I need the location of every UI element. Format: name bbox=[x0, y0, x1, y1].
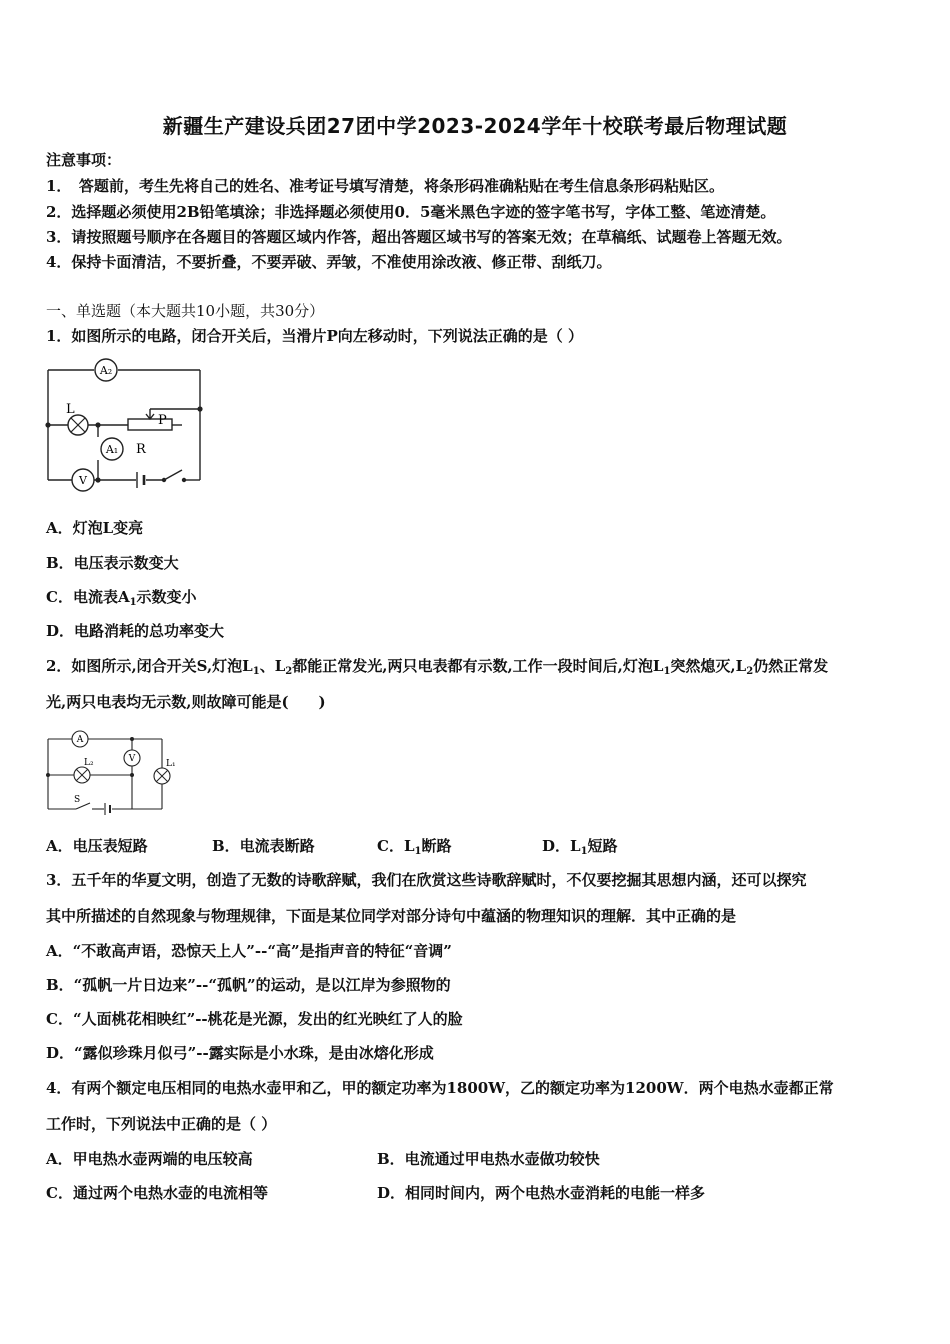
q3-stem-line1: 3．五千年的华夏文明，创造了无数的诗歌辞赋，我们在欣赏这些诗歌辞赋时，不仅要挖掘其思想内涵，还可以探究 bbox=[46, 871, 807, 889]
q3-option-c: C．“人面桃花相映红”--桃花是光源，发出的红光映红了人的脸 bbox=[46, 1010, 463, 1028]
q1-stem: 1．如图所示的电路，闭合开关后，当滑片P向左移动时，下列说法正确的是（ ） bbox=[46, 327, 583, 345]
q4-option-b: B．电流通过甲电热水壶做功较快 bbox=[377, 1150, 600, 1168]
q2-stem-line1: 2．如图所示,闭合开关S,灯泡$L_1$、$L_2$都能正常发光,两只电表都有示数,工作一段时间后,灯泡$L_1$突然熄灭$,L_2$仍然正常发 bbox=[46, 657, 829, 677]
notice-item-3: 3．请按照题号顺序在各题目的答题区域内作答，超出答题区域书写的答案无效；在草稿纸、试题卷上答题无效。 bbox=[46, 228, 792, 246]
q1-option-c: C．电流表$A_1$示数变小 bbox=[46, 588, 197, 608]
q2-s-label: S bbox=[74, 795, 81, 805]
q1-p-label: P bbox=[158, 413, 167, 428]
q3-option-a: A．“不敢高声语，恐惊天上人”--“高”是指声音的特征“音调” bbox=[46, 942, 452, 960]
q1-option-a: A．灯泡L变亮 bbox=[46, 519, 144, 537]
q1-a2-label: A₂ bbox=[99, 364, 113, 377]
q1-option-d: D．电路消耗的总功率变大 bbox=[46, 622, 225, 640]
q3-option-b: B．“孤帆一片日边来”--“孤帆”的运动，是以江岸为参照物的 bbox=[46, 976, 451, 994]
q2-option-a: A．电压表短路 bbox=[46, 837, 148, 855]
q2-circuit-diagram bbox=[42, 728, 182, 820]
q4-option-a: A．甲电热水壶两端的电压较高 bbox=[46, 1150, 253, 1168]
q2-l1-label: L₁ bbox=[166, 759, 176, 769]
q4-stem-line2: 工作时，下列说法中正确的是（ ） bbox=[46, 1115, 277, 1133]
q2-l2-label: L₂ bbox=[84, 758, 94, 768]
q2-option-c: C．$L_1$断路 bbox=[377, 837, 452, 857]
notice-item-2: 2．选择题必须使用2B铅笔填涂；非选择题必须使用0．5毫米黑色字迹的签字笔书写，字体工整、笔迹清楚。 bbox=[46, 203, 776, 221]
q4-option-c: C．通过两个电热水壶的电流相等 bbox=[46, 1184, 268, 1202]
q2-a-label: A bbox=[76, 735, 84, 745]
notice-item-1: 1． 答题前，考生先将自己的姓名、准考证号填写清楚，将条形码准确粘贴在考生信息条形码粘贴区。 bbox=[46, 177, 724, 195]
q4-stem-line1: 4．有两个额定电压相同的电热水壶甲和乙，甲的额定功率为1800W，乙的额定功率为1200W．两个电热水壶都正常 bbox=[46, 1079, 834, 1097]
q1-v-label: V bbox=[79, 474, 87, 487]
exam-title: 新疆生产建设兵团27团中学2023-2024学年十校联考最后物理试题 bbox=[162, 114, 788, 138]
q1-l-label: L bbox=[66, 402, 75, 417]
notice-item-4: 4．保持卡面清洁，不要折叠，不要弄破、弄皱，不准使用涂改液、修正带、刮纸刀。 bbox=[46, 253, 612, 271]
notice-heading: 注意事项： bbox=[46, 151, 122, 169]
q2-v-label: V bbox=[128, 754, 136, 764]
q3-stem-line2: 其中所描述的自然现象与物理规律，下面是某位同学对部分诗句中蕴涵的物理知识的理解．其中正确的是 bbox=[46, 907, 737, 925]
q4-option-d: D．相同时间内，两个电热水壶消耗的电能一样多 bbox=[377, 1184, 706, 1202]
q1-a1-label: A₁ bbox=[105, 443, 119, 456]
q1-circuit-diagram bbox=[42, 356, 212, 501]
q2-option-d: D．$L_1$短路 bbox=[542, 837, 618, 857]
q1-r-label: R bbox=[136, 442, 146, 457]
q1-option-b: B．电压表示数变大 bbox=[46, 554, 179, 572]
q2-stem-line2: 光,两只电表均无示数,则故障可能是( ) bbox=[46, 693, 326, 711]
q3-option-d: D．“露似珍珠月似弓”--露实际是小水珠，是由冰熔化形成 bbox=[46, 1044, 434, 1062]
q2-option-b: B．电流表断路 bbox=[212, 837, 315, 855]
section-heading: 一、单选题（本大题共10小题，共30分） bbox=[46, 302, 325, 320]
